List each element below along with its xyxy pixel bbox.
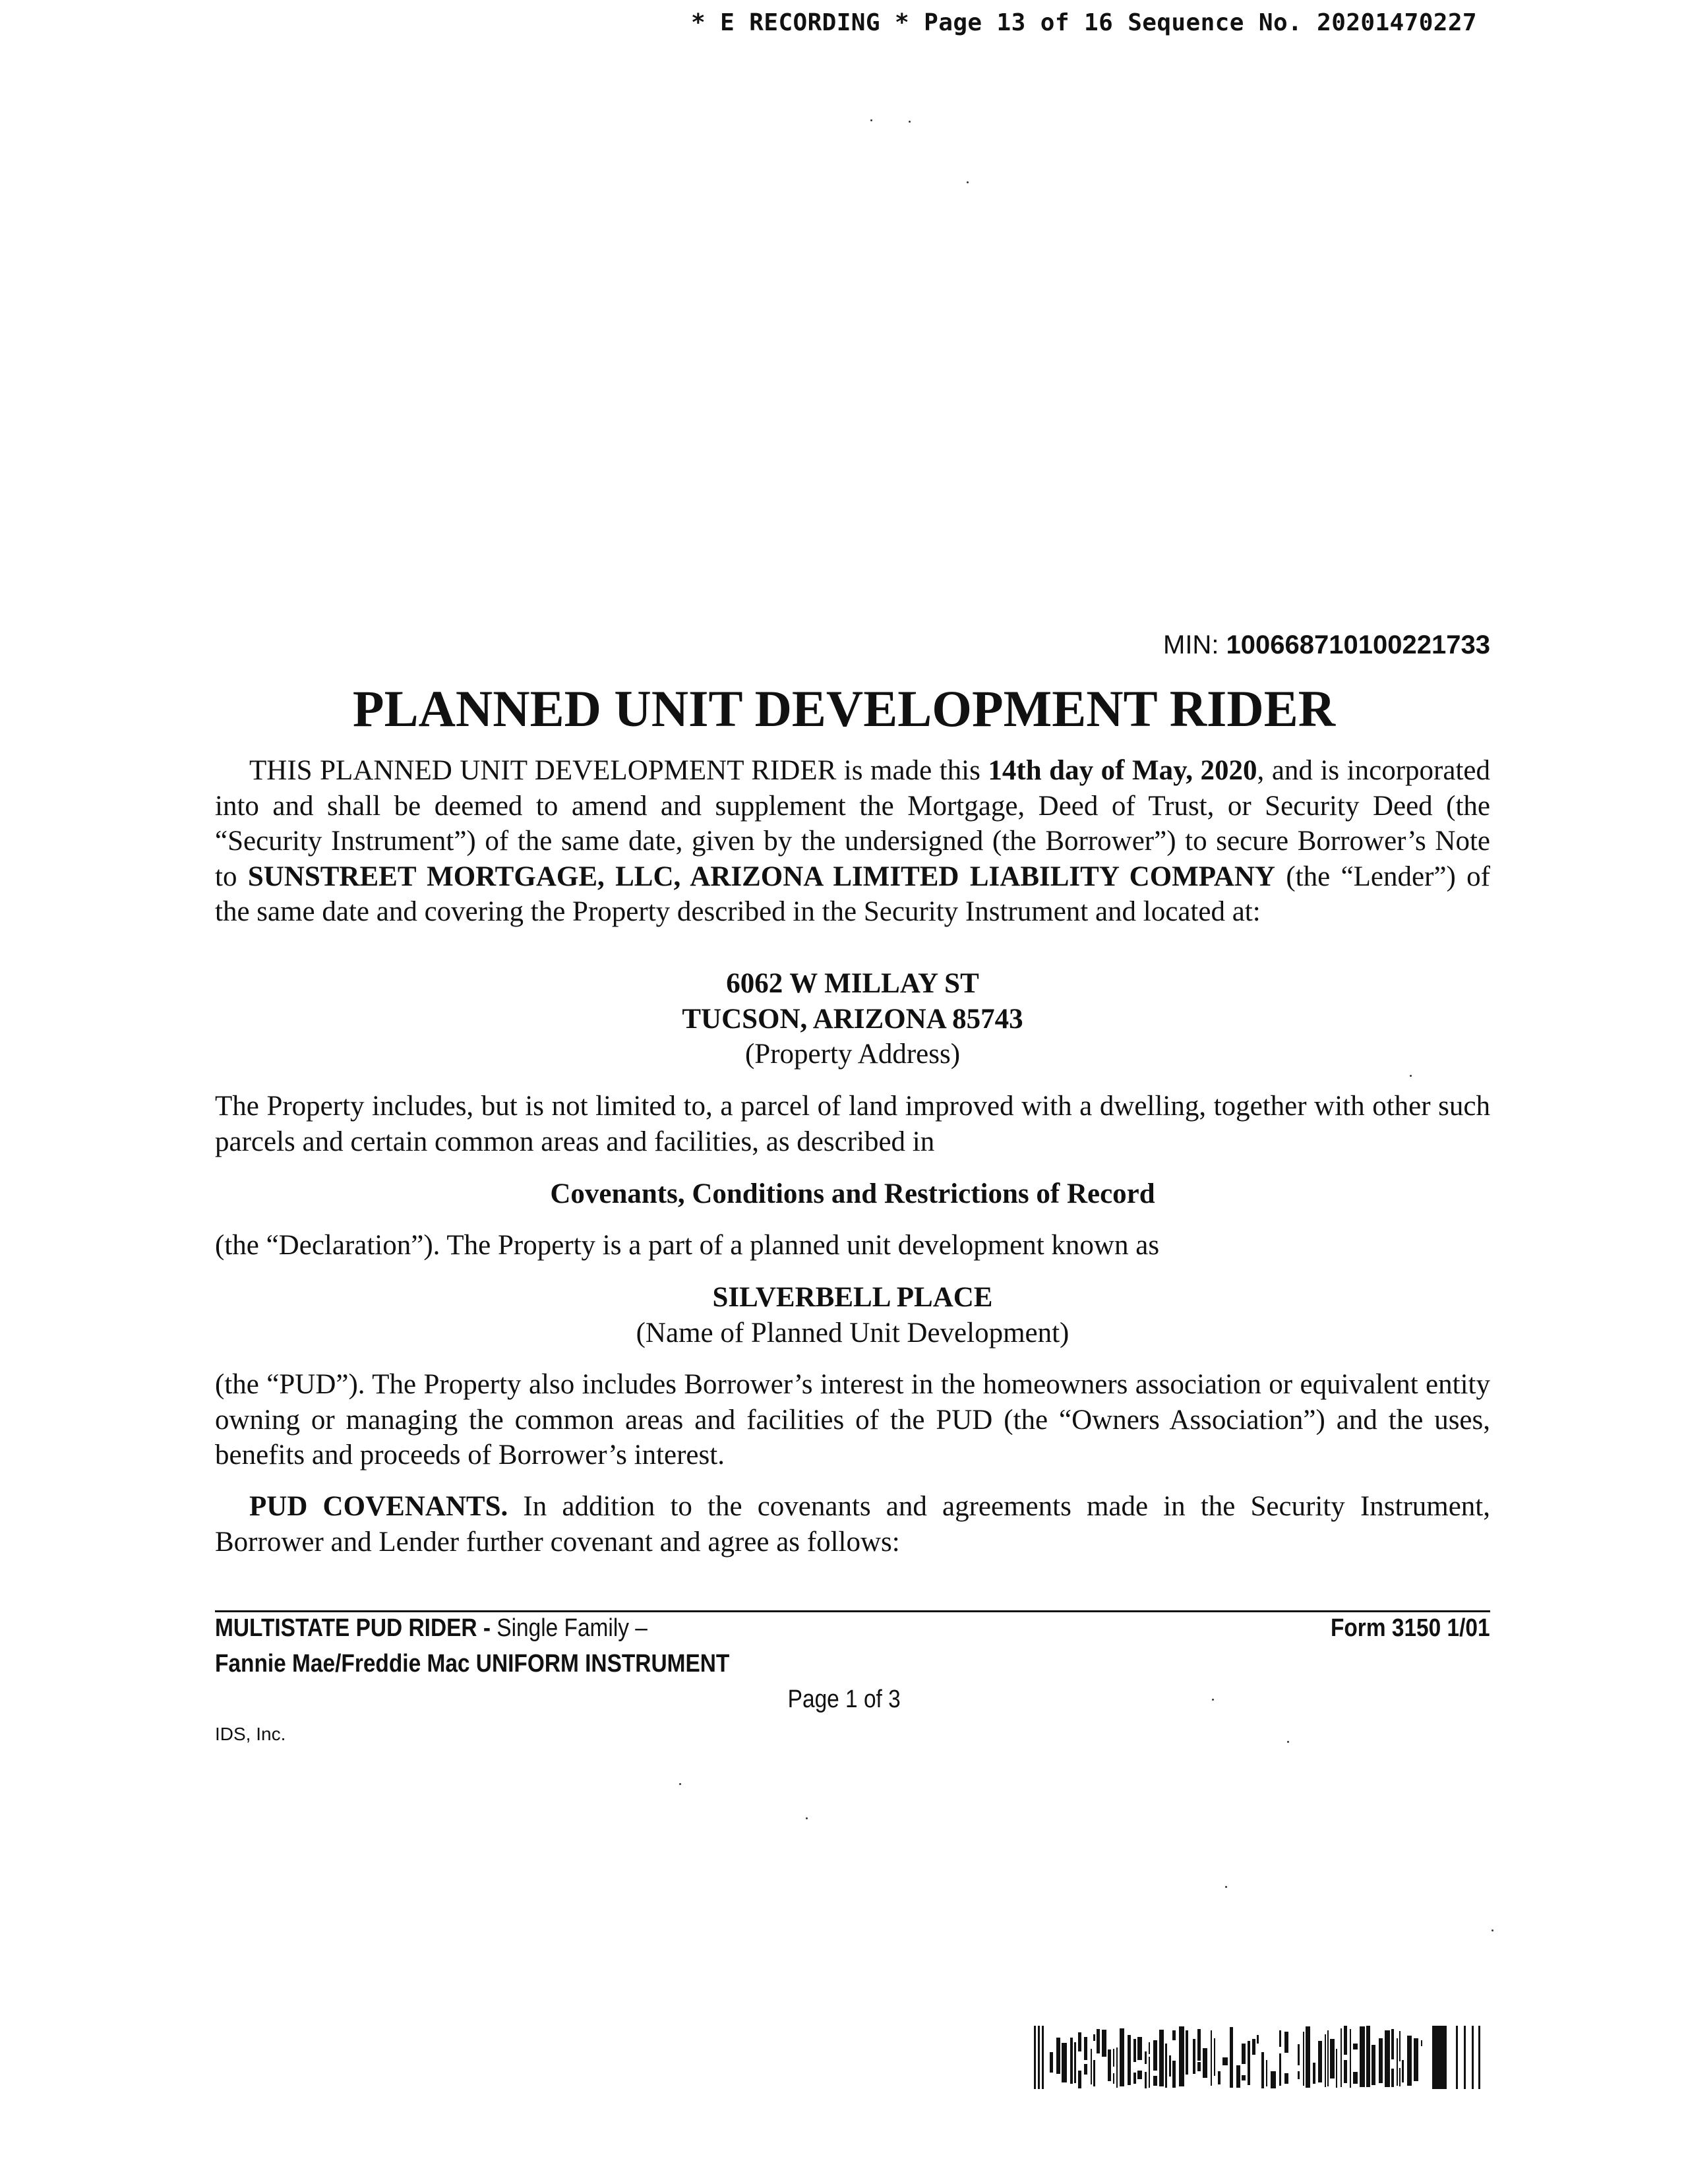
scan-speck bbox=[909, 121, 911, 123]
address-line2: TUCSON, ARIZONA 85743 bbox=[682, 1003, 1023, 1035]
form-number: Form 3150 1/01 bbox=[1331, 1614, 1490, 1642]
intro-part2: , and is incorporated into and shall be deemed to amend and supplement the Mortgage, Deed of Trust, or Security Deed (the “Security Instrument”) of the same date, given by the undersigned (the Borrower”) to secure Borrower’s Note to bbox=[215, 755, 1490, 892]
property-address-block bbox=[215, 966, 1490, 1072]
min-number: 100668710100221733 bbox=[1226, 630, 1490, 659]
intro-paragraph bbox=[215, 753, 1490, 930]
recording-stamp: * E RECORDING * Page 13 of 16 Sequence No. 20201470227 bbox=[691, 9, 1477, 36]
page-number bbox=[0, 1685, 1688, 1714]
form-title-normal: Single Family – bbox=[497, 1614, 648, 1642]
lender-name: SUNSTREET MORTGAGE, LLC, ARIZONA LIMITED LIABILITY COMPANY bbox=[247, 861, 1275, 892]
intro-part3: (the “Lender”) of the same date and covering the Property described in the Security Instrument and located at: bbox=[215, 861, 1490, 927]
scan-speck bbox=[1212, 1699, 1214, 1701]
page-number-label: Page 1 of 3 bbox=[787, 1685, 901, 1713]
barcode bbox=[1034, 2026, 1482, 2089]
declaration-line: (the “Declaration”). The Property is a part of a planned unit development known as bbox=[215, 1230, 1160, 1261]
scan-speck bbox=[967, 181, 969, 183]
covenants-heading: PUD COVENANTS. bbox=[249, 1491, 508, 1522]
rider-date: 14th day of May, 2020 bbox=[988, 755, 1257, 786]
form-title-bold: MULTISTATE PUD RIDER - bbox=[215, 1614, 497, 1642]
address-caption: (Property Address) bbox=[744, 1039, 961, 1070]
pud-caption: (Name of Planned Unit Development) bbox=[636, 1317, 1070, 1349]
address-line1: 6062 W MILLAY ST bbox=[726, 968, 979, 999]
scan-speck bbox=[870, 119, 872, 121]
intro-part1: THIS PLANNED UNIT DEVELOPMENT RIDER is made this bbox=[249, 755, 988, 786]
pud-name: SILVERBELL PLACE bbox=[712, 1282, 993, 1313]
form-subtitle: Fannie Mae/Freddie Mac UNIFORM INSTRUMENT bbox=[215, 1650, 730, 1678]
footer-divider bbox=[215, 1610, 1490, 1612]
covenants-paragraph bbox=[215, 1489, 1490, 1560]
document-title: PLANNED UNIT DEVELOPMENT RIDER bbox=[352, 680, 1336, 737]
covenants-text: In addition to the covenants and agreements made in the Security Instrument, Borrower and Lender further covenant and agree as follows: bbox=[215, 1491, 1490, 1558]
scan-speck bbox=[806, 1817, 808, 1819]
pud-name-block bbox=[215, 1280, 1490, 1350]
property-description: The Property includes, but is not limited to, a parcel of land improved with a dwelling, together with other such parcels and certain common areas and facilities, as described in bbox=[215, 1091, 1490, 1157]
min-line bbox=[1163, 630, 1490, 660]
vendor-name: IDS, Inc. bbox=[215, 1724, 286, 1744]
scan-speck bbox=[1492, 1929, 1493, 1931]
pud-paragraph: (the “PUD”). The Property also includes Borrower’s interest in the homeowners association or equivalent entity owning or managing the common areas and facilities of the PUD (the “Owners Association”) and the uses, benefits and proceeds of Borrower’s interest. bbox=[215, 1369, 1490, 1471]
form-title bbox=[215, 1614, 648, 1643]
scan-speck bbox=[679, 1783, 681, 1785]
scan-speck bbox=[1225, 1886, 1227, 1888]
scan-speck bbox=[1287, 1741, 1289, 1743]
min-label: MIN: bbox=[1163, 630, 1219, 659]
declaration-title: Covenants, Conditions and Restrictions of Record bbox=[550, 1178, 1155, 1209]
scan-speck bbox=[1410, 1075, 1412, 1077]
